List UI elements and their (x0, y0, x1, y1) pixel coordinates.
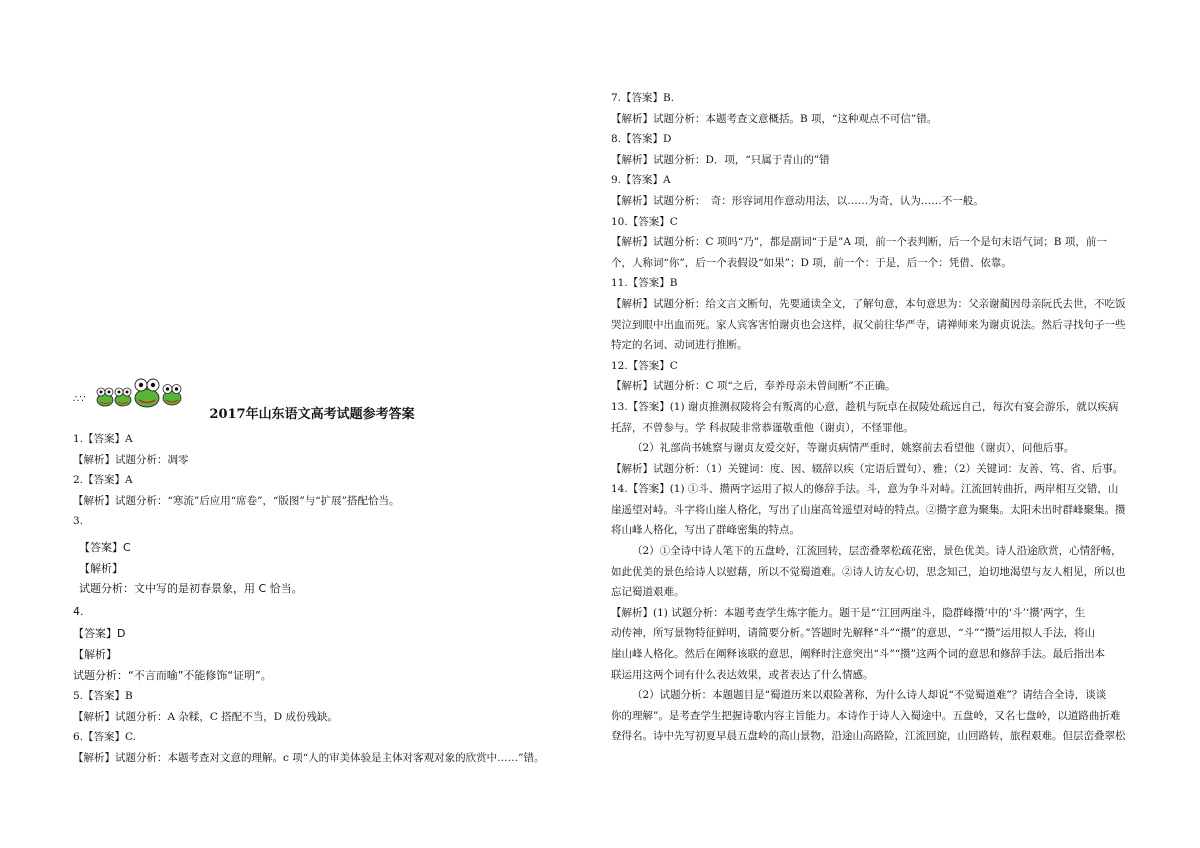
analysis-line: 【解析】(1) 试题分析：本题考查学生炼字能力。题干是“‘江回两崖斗，隐群峰攒’中的‘斗’‘攒’两字，生 (611, 606, 1086, 619)
q4-analysis-label: 【解析】 (73, 647, 117, 661)
answer-line: 将山峰人格化，写出了群峰密集的特点。 (611, 524, 800, 537)
q3-analysis-detail: 试题分析：文中写的是初春景象，用 C 恰当。 (79, 582, 303, 596)
frog-cartoon-icon (73, 374, 193, 408)
analysis-line: 【解析】试题分析：D．项，“只属于青山的”错 (611, 153, 830, 166)
answer-line: 14.【答案】(1) ①斗、攒两字运用了拟人的修辞手法。斗，意为争斗对峙。江流回转曲折，两岸相互交错，山 (611, 483, 1119, 496)
answer-line: 8.【答案】D (611, 133, 672, 146)
answer-line: 9.【答案】A (611, 174, 671, 187)
analysis-line: 动传神，所写景物特征鲜明，请简要分析。”答题时先解释“斗”“攒”的意思，“斗”“攒”运用拟人手法，将山 (611, 627, 1096, 640)
answer-line: （2）①全诗中诗人笔下的五盘岭，江流回转，层峦叠翠松疏花密，景色优美。诗人沿途欣赏，心情舒畅， (632, 545, 1122, 558)
answer-line: （2）礼部尚书姚察与谢贞友爱交好，等谢贞病情严重时，姚察前去看望他（谢贞），问他后事。 (632, 442, 1075, 455)
analysis-line: 特定的名词、动词进行推断。 (611, 339, 748, 352)
analysis-line: 【解析】试题分析：（1）关键词：度、因、辍辞以疾（定语后置句）、雅；（2）关键词：友善、笃、省、后事。 (611, 462, 1124, 475)
answer-line: 11.【答案】B (611, 277, 678, 290)
frog-cartoon-decoration (73, 374, 193, 408)
answer-line: 1.【答案】A (73, 433, 133, 445)
answer-line: 6.【答案】C. (73, 731, 137, 744)
analysis-line: 【解析】试题分析：A 杂糅，C 搭配不当，D 成份残缺。 (73, 710, 339, 723)
analysis-line: 登得名。诗中先写初夏早晨五盘岭的高山景物，沿途山高路险，江流回旋，山回路转，旅程艰难。但层峦叠翠松 (611, 730, 1126, 743)
decoration-dots: ∴∵ (73, 394, 86, 405)
q4-number: 4. (73, 604, 84, 618)
analysis-line: 【解析】试题分析：C 项“之后，奉养母亲未曾间断”不正确。 (611, 380, 896, 393)
analysis-line: 联运用这两个词有什么表达效果，或者表达了什么情感。 (611, 668, 874, 681)
q4-analysis-detail: 试题分析：“不言而喻”不能修饰“证明”。 (73, 668, 272, 682)
analysis-line: 【解析】试题分析：凋零 (73, 453, 189, 466)
q3-analysis-label: 【解析】 (79, 561, 123, 575)
left-column (73, 429, 551, 769)
answer-line: 12.【答案】C (611, 359, 678, 372)
analysis-line: 【解析】试题分析：给文言文断句，先要通读全文，了解句意，本句意思为：父亲谢蔺因母亲阮氏去世，不吃饭 (611, 297, 1126, 310)
analysis-line: 你的理解”。是考查学生把握诗歌内容主旨能力。本诗作于诗人入蜀途中。五盘岭，又名七盘岭，以道路曲折难 (611, 709, 1121, 722)
q3-answer: 【答案】C (79, 540, 131, 554)
answer-line: 7.【答案】B. (611, 92, 675, 104)
analysis-line: 【解析】试题分析：本题考查对文意的理解。c 项“人的审美体验是主体对客观对象的欣赏中……”错。 (73, 751, 545, 764)
answer-line: 托辞，不曾参与。学 科叔陵非常恭谨敬重他（谢贞），不怪罪他。 (611, 421, 914, 434)
analysis-line: 【解析】试题分析：C 项吗“乃”，都是副词“于是”A 项，前一个表判断，后一个是句末语气词；B 项，前一 (611, 236, 1107, 249)
answer-line: 10.【答案】C (611, 215, 678, 228)
analysis-line: 【解析】试题分析：“寒流”后应用“席卷”，“版图”与“扩展”搭配恰当。 (73, 494, 400, 507)
analysis-line: 崖山峰人格化。然后在阐释该联的意思，阐释时注意突出“斗”“攒”这两个词的意思和修辞手法。最后指出本 (611, 648, 1105, 661)
right-column (611, 88, 1133, 768)
analysis-line (611, 747, 1133, 768)
answer-line: 2.【答案】A (73, 474, 133, 487)
analysis-line: 【解析】试题分析： 奇：形容词用作意动用法，以……为奇，认为……不一般。 (611, 194, 984, 207)
analysis-line: 个，人称词“你”，后一个表假设“如果”；D 项，前一个：于是，后一个：凭借、依靠。 (611, 256, 1012, 269)
answer-line: 5.【答案】B (73, 690, 133, 703)
analysis-line: （2）试题分析：本题题目是“蜀道历来以艰险著称，为什么诗人却说“不觉蜀道难”？请结合全诗，谈谈 (632, 689, 1107, 702)
answer-line: 忘记蜀道艰难。 (611, 586, 685, 599)
q4-answer: 【答案】D (73, 627, 126, 641)
analysis-line: 哭泣到眼中出血而死。家人宾客害怕谢贞也会这样，叔父前往华严寺，请禅师来为谢贞说法。然后寻找句子一些 (611, 318, 1126, 331)
answer-line: 如此优美的景色给诗人以慰藉，所以不觉蜀道难。②诗人访友心切，思念知己，迫切地渴望与友人相见，所以也 (611, 565, 1126, 578)
document-title: 2017年山东语文高考试题参考答案 (209, 407, 415, 422)
question-number: 3. (73, 515, 84, 528)
answer-line: 崖遥望对峙。斗字将山崖人格化，写出了山崖高耸遥望对峙的特点。②攒字意为聚集。太阳未出时群峰聚集。攒 (611, 503, 1126, 516)
analysis-line: 【解析】试题分析：本题考查文意概括。B 项，“这种观点不可信”错。 (611, 112, 938, 125)
answer-line: 13.【答案】(1) 谢贞推测叔陵将会有叛离的心意，趁机与阮卓在叔陵处疏远自己，每次有宴会游乐，就以疾病 (611, 400, 1119, 413)
